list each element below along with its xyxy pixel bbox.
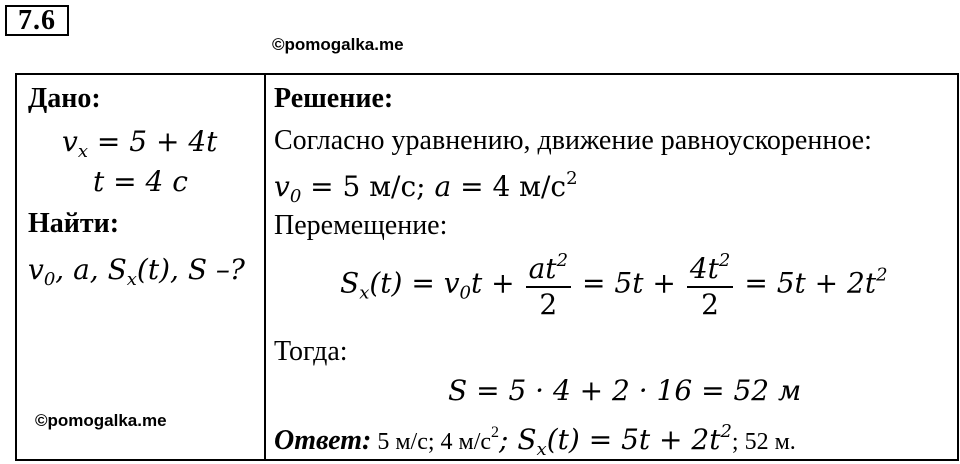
displacement-label: Перемещение: [274,210,448,241]
eq1-lhs-sub: x [77,141,88,162]
formula-part4-sup: 2 [876,264,888,286]
formula-S: S [340,266,360,300]
frac1-den: 2 [539,288,558,322]
table-divider [264,73,266,461]
line2-sup: 2 [566,168,578,189]
formula-part1: (t) = v [369,266,460,300]
find-rest: (t), S –? [136,253,245,286]
eq1-rhs: = 5 + 4t [87,125,218,158]
solution-line1: Согласно уравнению, движение равноускоренное: [274,125,872,156]
fraction-4t2-over-2 [687,252,734,320]
given-equation-velocity [62,125,218,162]
formula-S-sub: x [359,282,370,304]
find-s-sub: x [126,269,137,290]
frac2-num: 4t [689,252,719,285]
answer-text4: ; 52 м. [731,429,796,455]
answer-text2: ; S [499,423,537,456]
find-list [28,253,245,290]
line2-text1: = 5 м/с; [301,170,435,203]
answer-sup1: 2 [491,424,500,441]
frac2-den: 2 [701,288,719,322]
answer-text1: 5 м/с; 4 м/с [371,429,492,455]
line2-v: v [274,170,290,203]
find-a-s: , a, S [55,253,127,286]
formula-v-sub: 0 [459,282,471,304]
watermark-bottom: ©pomogalka.me [35,411,167,430]
formula-part4: = 5t + 2t [744,266,877,300]
line2-v-sub: 0 [289,186,302,207]
answer-text3: (t) = 5t + 2t [546,423,721,456]
find-v: v [28,253,44,286]
find-v-sub: 0 [43,269,56,290]
line2-text2: = 4 м/с [451,170,567,203]
displacement-formula [340,252,888,320]
answer-sup2: 2 [720,421,732,442]
find-title: Найти: [28,208,120,239]
answer-sub: x [536,439,547,460]
formula-part2: t + [470,266,515,300]
frac1-num: at [528,252,557,285]
solution-title: Решение: [274,83,394,114]
watermark-top: ©pomogalka.me [272,35,404,54]
answer-label: Ответ: [274,425,372,456]
eq1-lhs: v [62,125,78,158]
given-equation-time: t = 4 с [93,165,188,198]
frac2-num-sup: 2 [718,250,731,271]
solution-line2 [274,170,578,206]
result-equation: S = 5 · 4 + 2 · 16 = 52 м [448,374,802,407]
problem-number: 7.6 [5,5,69,36]
answer-line [274,423,796,459]
given-title: Дано: [28,83,101,114]
frac1-num-sup: 2 [556,250,569,271]
fraction-at2-over-2 [526,252,571,320]
formula-part3: = 5t + [582,266,676,300]
line2-a: a [434,170,452,203]
then-label: Тогда: [274,336,348,367]
